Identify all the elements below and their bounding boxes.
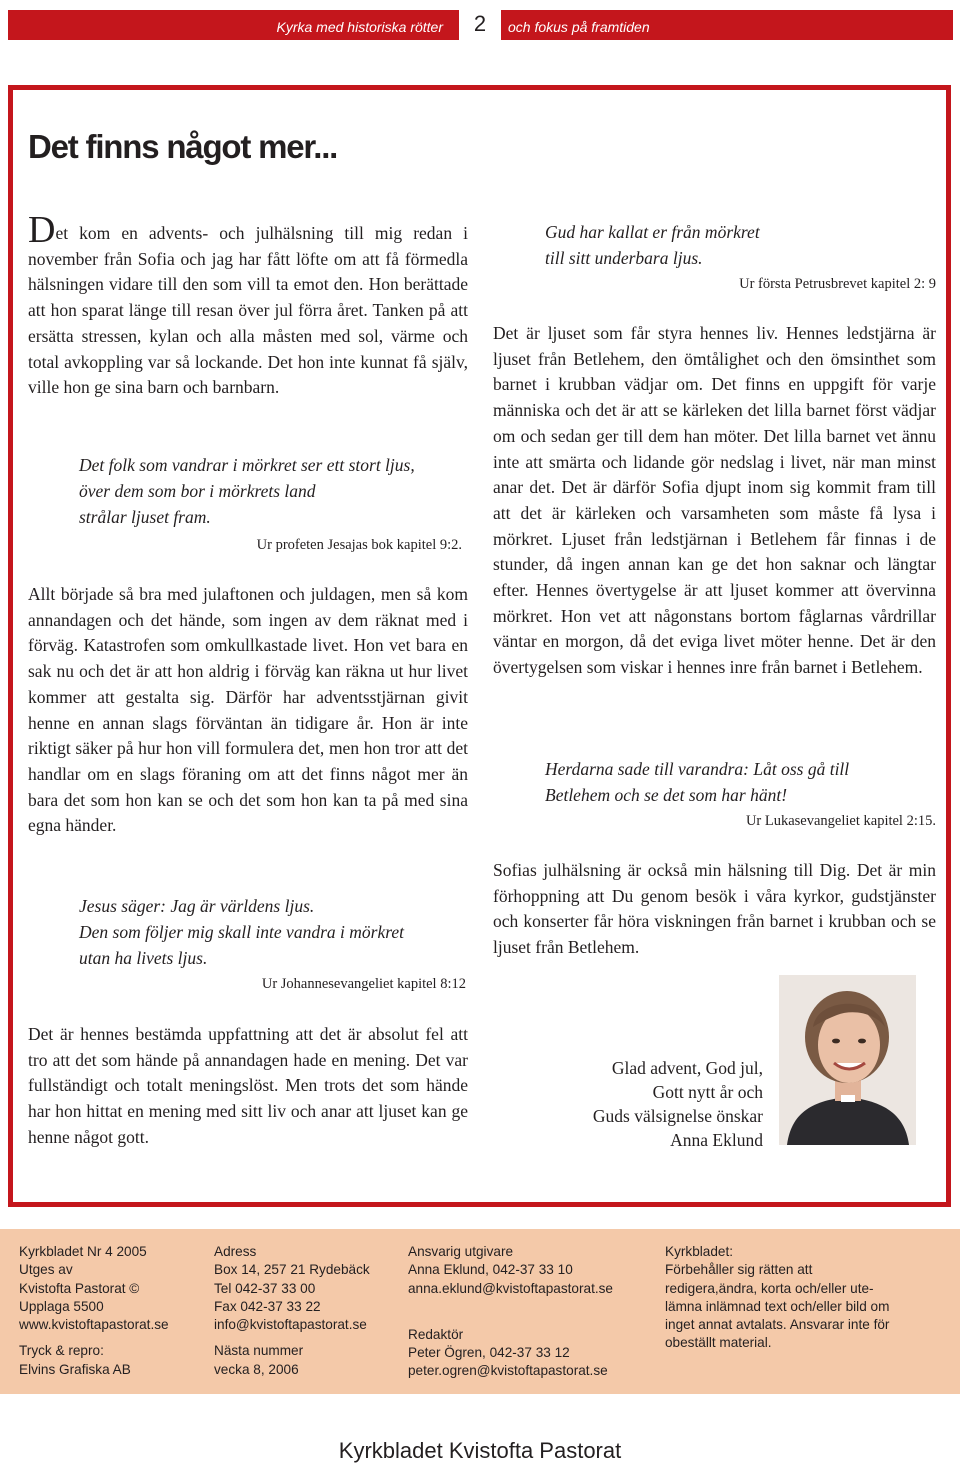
info-line: Kvistofta Pastorat ©: [19, 1280, 140, 1296]
quote-line: utan ha livets ljus.: [79, 948, 208, 968]
article-title: Det finns något mer...: [28, 128, 338, 165]
info-line: Elvins Grafiska AB: [19, 1361, 131, 1377]
header-left-text: Kyrka med historiska rötter: [276, 19, 443, 35]
info-line: Peter Ögren, 042-37 33 12: [408, 1345, 570, 1361]
info-link[interactable]: www.kvistoftapastorat.se: [19, 1317, 169, 1333]
info-line: Kyrkbladet:: [665, 1244, 734, 1259]
info-line: Tryck & repro:: [19, 1343, 104, 1359]
footer-title: Kyrkbladet Kvistofta Pastorat: [338, 1438, 622, 1463]
quote-line: Gud har kallat er från mörkret: [545, 222, 760, 242]
quote-line: Jesus säger: Jag är världens ljus.: [79, 896, 315, 916]
quote-johannes: [79, 893, 404, 971]
info-column-address: [214, 1243, 370, 1379]
info-line: redigera,ändra, korta och/eller ute-: [665, 1280, 874, 1296]
portrait-illustration: [779, 975, 916, 1145]
quote-line: till sitt underbara ljus.: [545, 248, 703, 268]
greeting: [593, 1056, 763, 1152]
quote-line: över dem som bor i mörkrets land: [79, 481, 316, 501]
quote-petrus: [545, 219, 760, 271]
info-email-link[interactable]: info@kvistoftapastorat.se: [214, 1317, 367, 1333]
paragraph-halsning: Sofias julhälsning är också min hälsning till Dig. Det är min förhoppning att Du genom besök i våra kyrkor, gudstjänster och konserter får höra viskningen från barnet i krubban och se ljuset från Betlehem.: [493, 860, 936, 958]
info-line: inget annat avtalats. Ansvarar inte för: [665, 1317, 890, 1333]
info-line: Kyrkbladet Nr 4 2005: [19, 1244, 147, 1259]
greeting-line: Glad advent, God jul,: [611, 1058, 763, 1078]
info-line: obeställt material.: [665, 1335, 772, 1351]
info-line: Adress: [214, 1244, 257, 1259]
info-line: Ansvarig utgivare: [408, 1244, 514, 1259]
info-column-editors: [408, 1243, 613, 1381]
portrait-photo: [779, 975, 916, 1145]
paragraph-mening: Det är hennes bestämda uppfattning att det är absolut fel att tro att det som hände på annandagen hade en mening. Det var fullständigt och totalt meningslöst. Men trots det som hände har hon hittat en mening med sitt liv och anar att ljuset kan ge henne något gott.: [28, 1024, 468, 1147]
quote-reference: Ur Johannesevangeliet kapitel 8:12: [261, 976, 466, 992]
paragraph-ljuset: Det är ljuset som får styra hennes liv. Hennes ledstjärna är ljuset från Betlehem, den ömtålighet och den ömsinthet som barnet i krubban vädjar om. Det finns en uppgift för varje människa och det är att se kärleken det lilla barnet först vädjar om och sedan ger till dem han möter. Det lilla barnet vet ännu inte att smärta och lidande gör nedslag i livet, när man minst anar det. Det är därför Sofia djupt inom sig kommit fram till att det är kärleken och varsamheten som måste få lysa i mörkret. Ljuset från ledstjärnan i Betlehem får finnas i de stunder, då ingen annan kan ge det hon saknar och längtar efter. Hennes övertygelse är att ljuset kommer att övervinna mörkret. Hon vet att någonstans bortom fåglarnas vårdrillar väntar en morgon, då det eviga livet möter henne. Det är den övertygelsen som viskar i hennes inre från barnet i Betlehem.: [493, 323, 936, 678]
quote-line: Det folk som vandrar i mörkret ser ett stort ljus,: [79, 455, 415, 475]
page-number: 2: [459, 0, 501, 54]
quote-lukas: [545, 756, 849, 808]
info-line: Box 14, 257 21 Rydebäck: [214, 1262, 370, 1278]
info-line: Tel 042-37 33 00: [214, 1280, 316, 1296]
info-column-publication: [19, 1243, 169, 1379]
info-line: Nästa nummer: [214, 1343, 304, 1359]
info-line: vecka 8, 2006: [214, 1361, 299, 1377]
info-email-link[interactable]: anna.eklund@kvistoftapastorat.se: [408, 1280, 613, 1296]
quote-reference: Ur första Petrusbrevet kapitel 2: 9: [739, 276, 936, 292]
quote-reference: Ur profeten Jesajas bok kapitel 9:2.: [256, 537, 462, 553]
info-line: Redaktör: [408, 1326, 464, 1342]
info-line: Anna Eklund, 042-37 33 10: [408, 1262, 573, 1278]
info-line: Förbehåller sig rätten att: [665, 1262, 813, 1278]
paragraph-intro: [28, 209, 468, 401]
info-line: Utges av: [19, 1262, 73, 1278]
quote-line: Betlehem och se det som har hänt!: [545, 785, 788, 805]
header-right-text: och fokus på framtiden: [508, 19, 650, 35]
paragraph-intro-text: et kom en advents- och julhälsning till mig redan i november från Sofia och jag har fått löfte om att få förmedla hälsningen vidare till den som vill ta emot den. Hon berättade att hon sparat länge till resan över jul förra året. Tanken på att ersätta stressen, kylan och alla måsten med sol, värme och total avkoppling var så lockande. Det hon inte kunnat få själv, ville hon ge sina barn och barnbarn.: [28, 223, 468, 398]
drop-cap: D: [28, 209, 56, 251]
paragraph-annandagen: Allt började så bra med julaftonen och juldagen, men så kom annandagen och det hände, som ingen av dem räknat med i förväg. Katastrofen som omkullkastade livet. Hon vet bara en sak nu och det är att hon aldrig i förväg kan räkna ut hur livet kommer att gestalta sig. Därför har adventsstjärnan givit henne en annan slags förväntan än tidigare år. Hon är inte riktigt säker på hur hon vill formulera det, men hon tror att det handlar om en slags föraning om att det finns något mer än bara det som hon kan se och det som hon kan ta på med sina egna händer.: [28, 584, 468, 836]
info-email-link[interactable]: peter.ogren@kvistoftapastorat.se: [408, 1363, 608, 1379]
greeting-line: Guds välsignelse önskar: [592, 1106, 763, 1126]
greeting-line: Anna Eklund: [670, 1130, 763, 1150]
info-line: Upplaga 5500: [19, 1298, 104, 1314]
quote-line: Herdarna sade till varandra: Låt oss gå till: [545, 759, 850, 779]
info-line: lämna inlämnad text och/eller bild om: [665, 1298, 890, 1314]
quote-line: strålar ljuset fram.: [79, 507, 211, 527]
info-line: Fax 042-37 33 22: [214, 1298, 321, 1314]
quote-line: Den som följer mig skall inte vandra i mörkret: [79, 922, 405, 942]
info-column-disclaimer: [665, 1243, 889, 1353]
quote-reference: Ur Lukasevangeliet kapitel 2:15.: [745, 813, 936, 829]
greeting-line: Gott nytt år och: [652, 1082, 763, 1102]
quote-jesaja: [79, 452, 415, 530]
